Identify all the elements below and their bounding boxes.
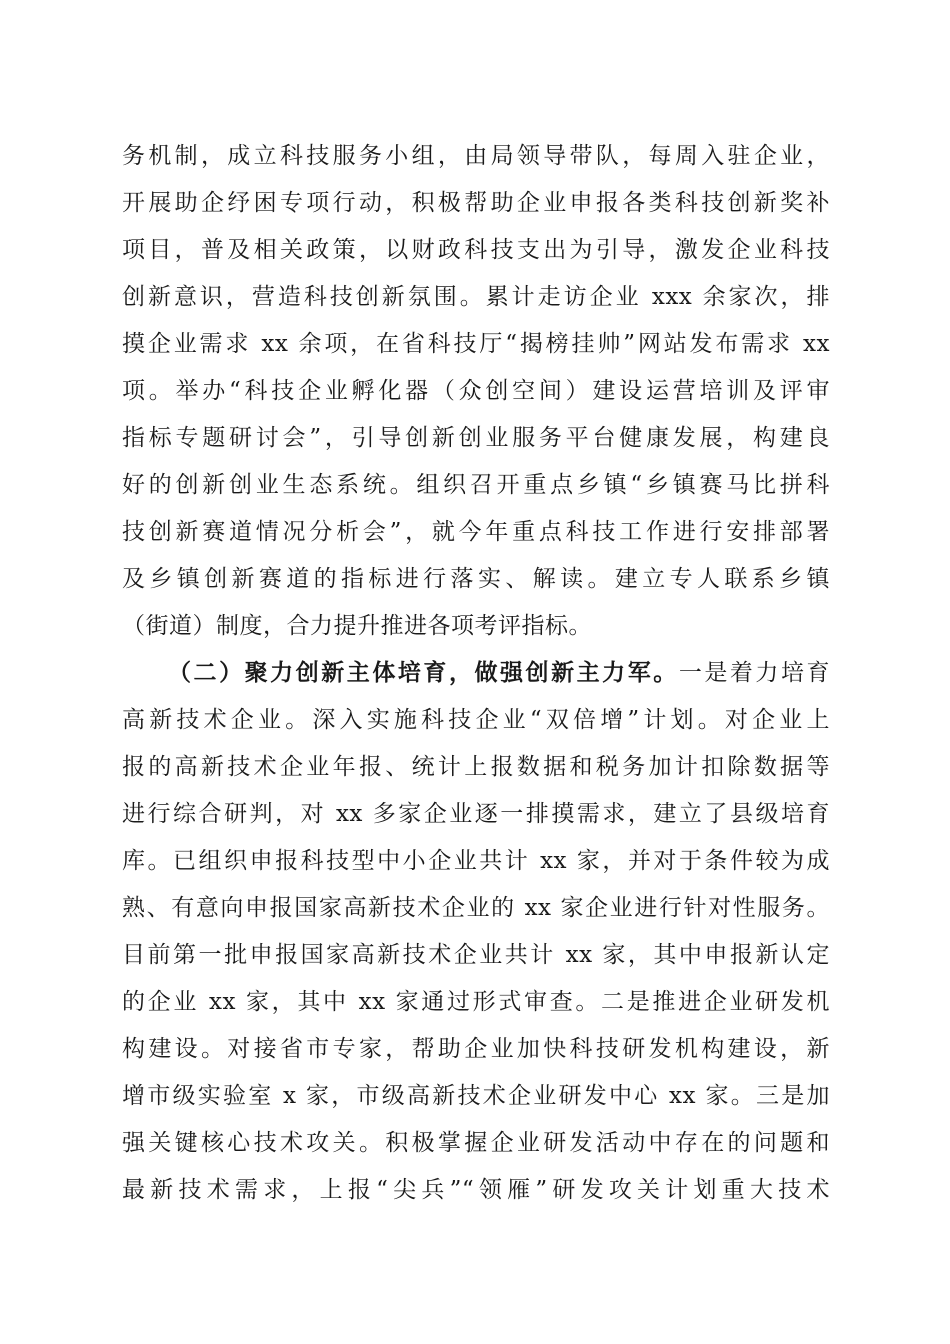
body-text-line: 强关键核心技术攻关。积极掌握企业研发活动中存在的问题和	[122, 1130, 830, 1156]
body-text-line: 技创新赛道情况分析会”，就今年重点科技工作进行安排部署	[122, 519, 830, 545]
body-text-line: 进行综合研判，对 xx 多家企业逐一排摸需求，建立了县级培育	[122, 801, 830, 827]
body-text-line: 熟、有意向申报国家高新技术企业的 xx 家企业进行针对性服务。	[122, 895, 830, 921]
body-text-line: 摸企业需求 xx 余项，在省科技厅“揭榜挂帅”网站发布需求 xx	[122, 331, 830, 357]
section-heading-line	[168, 651, 830, 695]
body-text-line: 增市级实验室 x 家，市级高新技术企业研发中心 xx 家。三是加	[122, 1083, 830, 1109]
body-text-line: 开展助企纾困专项行动，积极帮助企业申报各类科技创新奖补	[122, 190, 830, 216]
body-text-line: 项目，普及相关政策，以财政科技支出为引导，激发企业科技	[122, 237, 830, 263]
body-text-line: 创新意识，营造科技创新氛围。累计走访企业 xxx 余家次，排	[122, 284, 830, 310]
body-text-line: 务机制，成立科技服务小组，由局领导带队，每周入驻企业，	[122, 143, 830, 169]
body-text-line: （街道）制度，合力提升推进各项考评指标。	[122, 613, 592, 639]
body-text-line: 项。举办“科技企业孵化器（众创空间）建设运营培训及评审	[122, 378, 830, 404]
body-text-line: 高新技术企业。深入实施科技企业“双倍增”计划。对企业上	[122, 707, 830, 733]
body-text-line: 指标专题研讨会”，引导创新创业服务平台健康发展，构建良	[122, 425, 830, 451]
body-text-span: 一是着力培育	[678, 660, 831, 686]
body-text-line: 及乡镇创新赛道的指标进行落实、解读。建立专人联系乡镇	[122, 566, 830, 592]
body-text-line: 目前第一批申报国家高新技术企业共计 xx 家，其中申报新认定	[122, 942, 830, 968]
body-text-line: 好的创新创业生态系统。组织召开重点乡镇“乡镇赛马比拼科	[122, 472, 830, 498]
body-text-line: 最新技术需求，上报“尖兵”“领雁”研发攻关计划重大技术	[122, 1177, 830, 1203]
body-text-line: 构建设。对接省市专家，帮助企业加快科技研发机构建设，新	[122, 1036, 830, 1062]
body-text-line: 报的高新技术企业年报、统计上报数据和税务加计扣除数据等	[122, 754, 830, 780]
body-text-line: 的企业 xx 家，其中 xx 家通过形式审查。二是推进企业研发机	[122, 989, 830, 1015]
body-text-line: 库。已组织申报科技型中小企业共计 xx 家，并对于条件较为成	[122, 848, 830, 874]
section-heading: （二）聚力创新主体培育，做强创新主力军。	[168, 659, 679, 686]
